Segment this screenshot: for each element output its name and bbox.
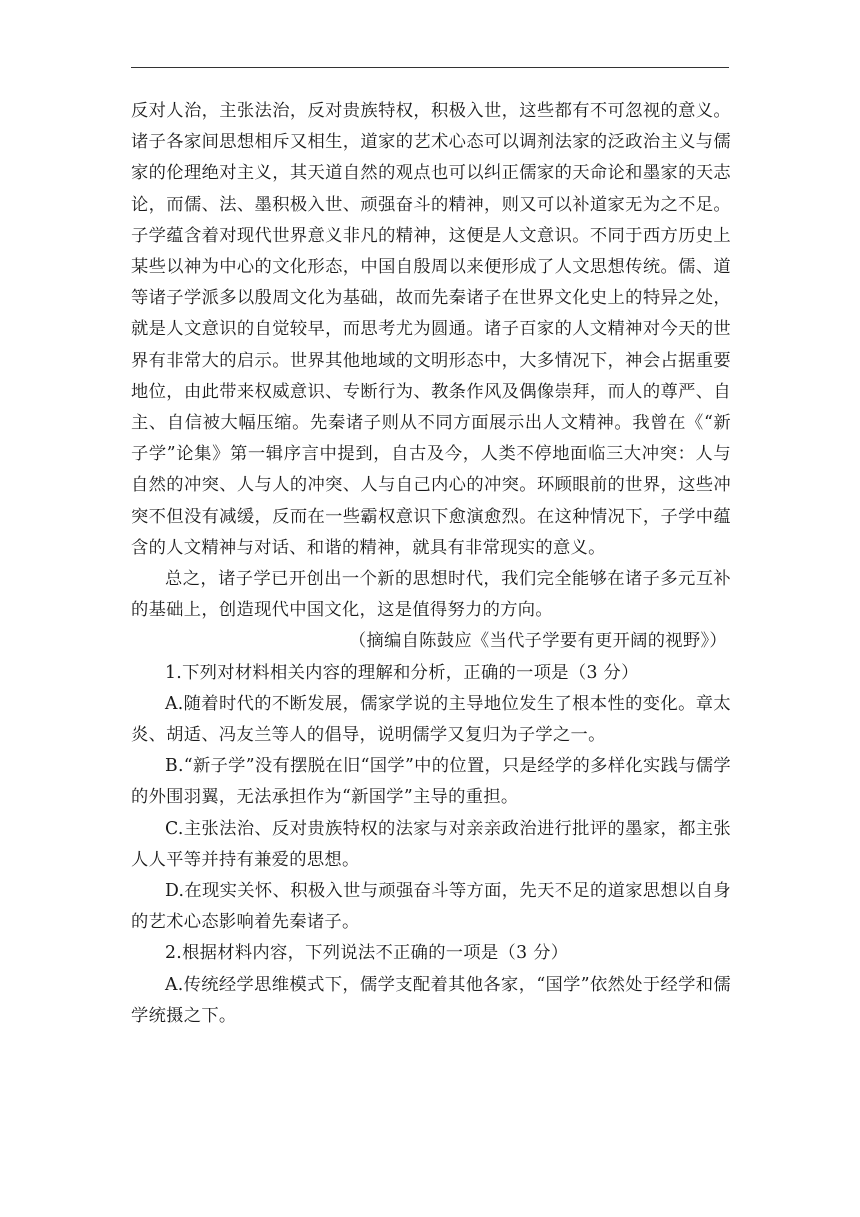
question-1-option-c: C.主张法治、反对贵族特权的法家与对亲亲政治进行批评的墨家，都主张人人平等并持有兼爱的思想。 <box>131 818 731 870</box>
question-2-stem: 2.根据材料内容，下列说法不正确的一项是（3 分） <box>165 943 569 964</box>
source-citation: （摘编自陈鼓应《当代子学要有更开阔的视野》） <box>348 631 727 652</box>
header-rule <box>131 67 729 68</box>
question-1-option-a: A.随着时代的不断发展，儒家学说的主导地位发生了根本性的变化。章太炎、胡适、冯友兰等人的倡导，说明儒学又复归为子学之一。 <box>131 693 731 746</box>
paragraph-conclusion: 总之，诸子学已开创出一个新的思想时代，我们完全能够在诸子多元互补的基础上，创造现代中国文化，这是值得努力的方向。 <box>131 569 731 621</box>
question-2-option-a: A.传统经学思维模式下，儒学支配着其他各家，“国学”依然处于经学和儒学统摄之下。 <box>131 974 731 1026</box>
question-1-option-d: D.在现实关怀、积极入世与顽强奋斗等方面，先天不足的道家思想以自身的艺术心态影响着先秦诸子。 <box>131 881 731 933</box>
question-1-option-b: B.“新子学”没有摆脱在旧“国学”中的位置，只是经学的多样化实践与儒学的外围羽翼，无法承担作为“新国学”主导的重担。 <box>131 756 731 808</box>
document-body <box>131 96 731 1032</box>
paragraph-humanism: 反对人治，主张法治，反对贵族特权，积极入世，这些都有不可忽视的意义。诸子各家间思想相斥又相生，道家的艺术心态可以调剂法家的泛政治主义与儒家的伦理绝对主义，其天道自然的观点也可以纠正儒家的天命论和墨家的天志论，而儒、法、墨积极入世、顽强奋斗的精神，则又可以补道家无为之不足。子学蕴含着对现代世界意义非凡的精神，这便是人文意识。不同于西方历史上某些以神为中心的文化形态，中国自殷周以来便形成了人文思想传统。儒、道等诸子学派多以殷周文化为基础，故而先秦诸子在世界文化史上的特异之处，就是人文意识的自觉较早，而思考尤为圆通。诸子百家的人文精神对今天的世界有非常大的启示。世界其他地域的文明形态中，大多情况下，神会占据重要地位，由此带来权威意识、专断行为、教条作风及偶像崇拜，而人的尊严、自主、自信被大幅压缩。先秦诸子则从不同方面展示出人文精神。我曾在《“新子学”论集》第一辑序言中提到，自古及今，人类不停地面临三大冲突：人与自然的冲突、人与人的冲突、人与自己内心的冲突。环顾眼前的世界，这些冲突不但没有减缓，反而在一些霸权意识下愈演愈烈。在这种情况下，子学中蕴含的人文精神与对话、和谐的精神，就具有非常现实的意义。 <box>131 101 731 558</box>
question-1-stem: 1.下列对材料相关内容的理解和分析，正确的一项是（3 分） <box>165 662 639 683</box>
